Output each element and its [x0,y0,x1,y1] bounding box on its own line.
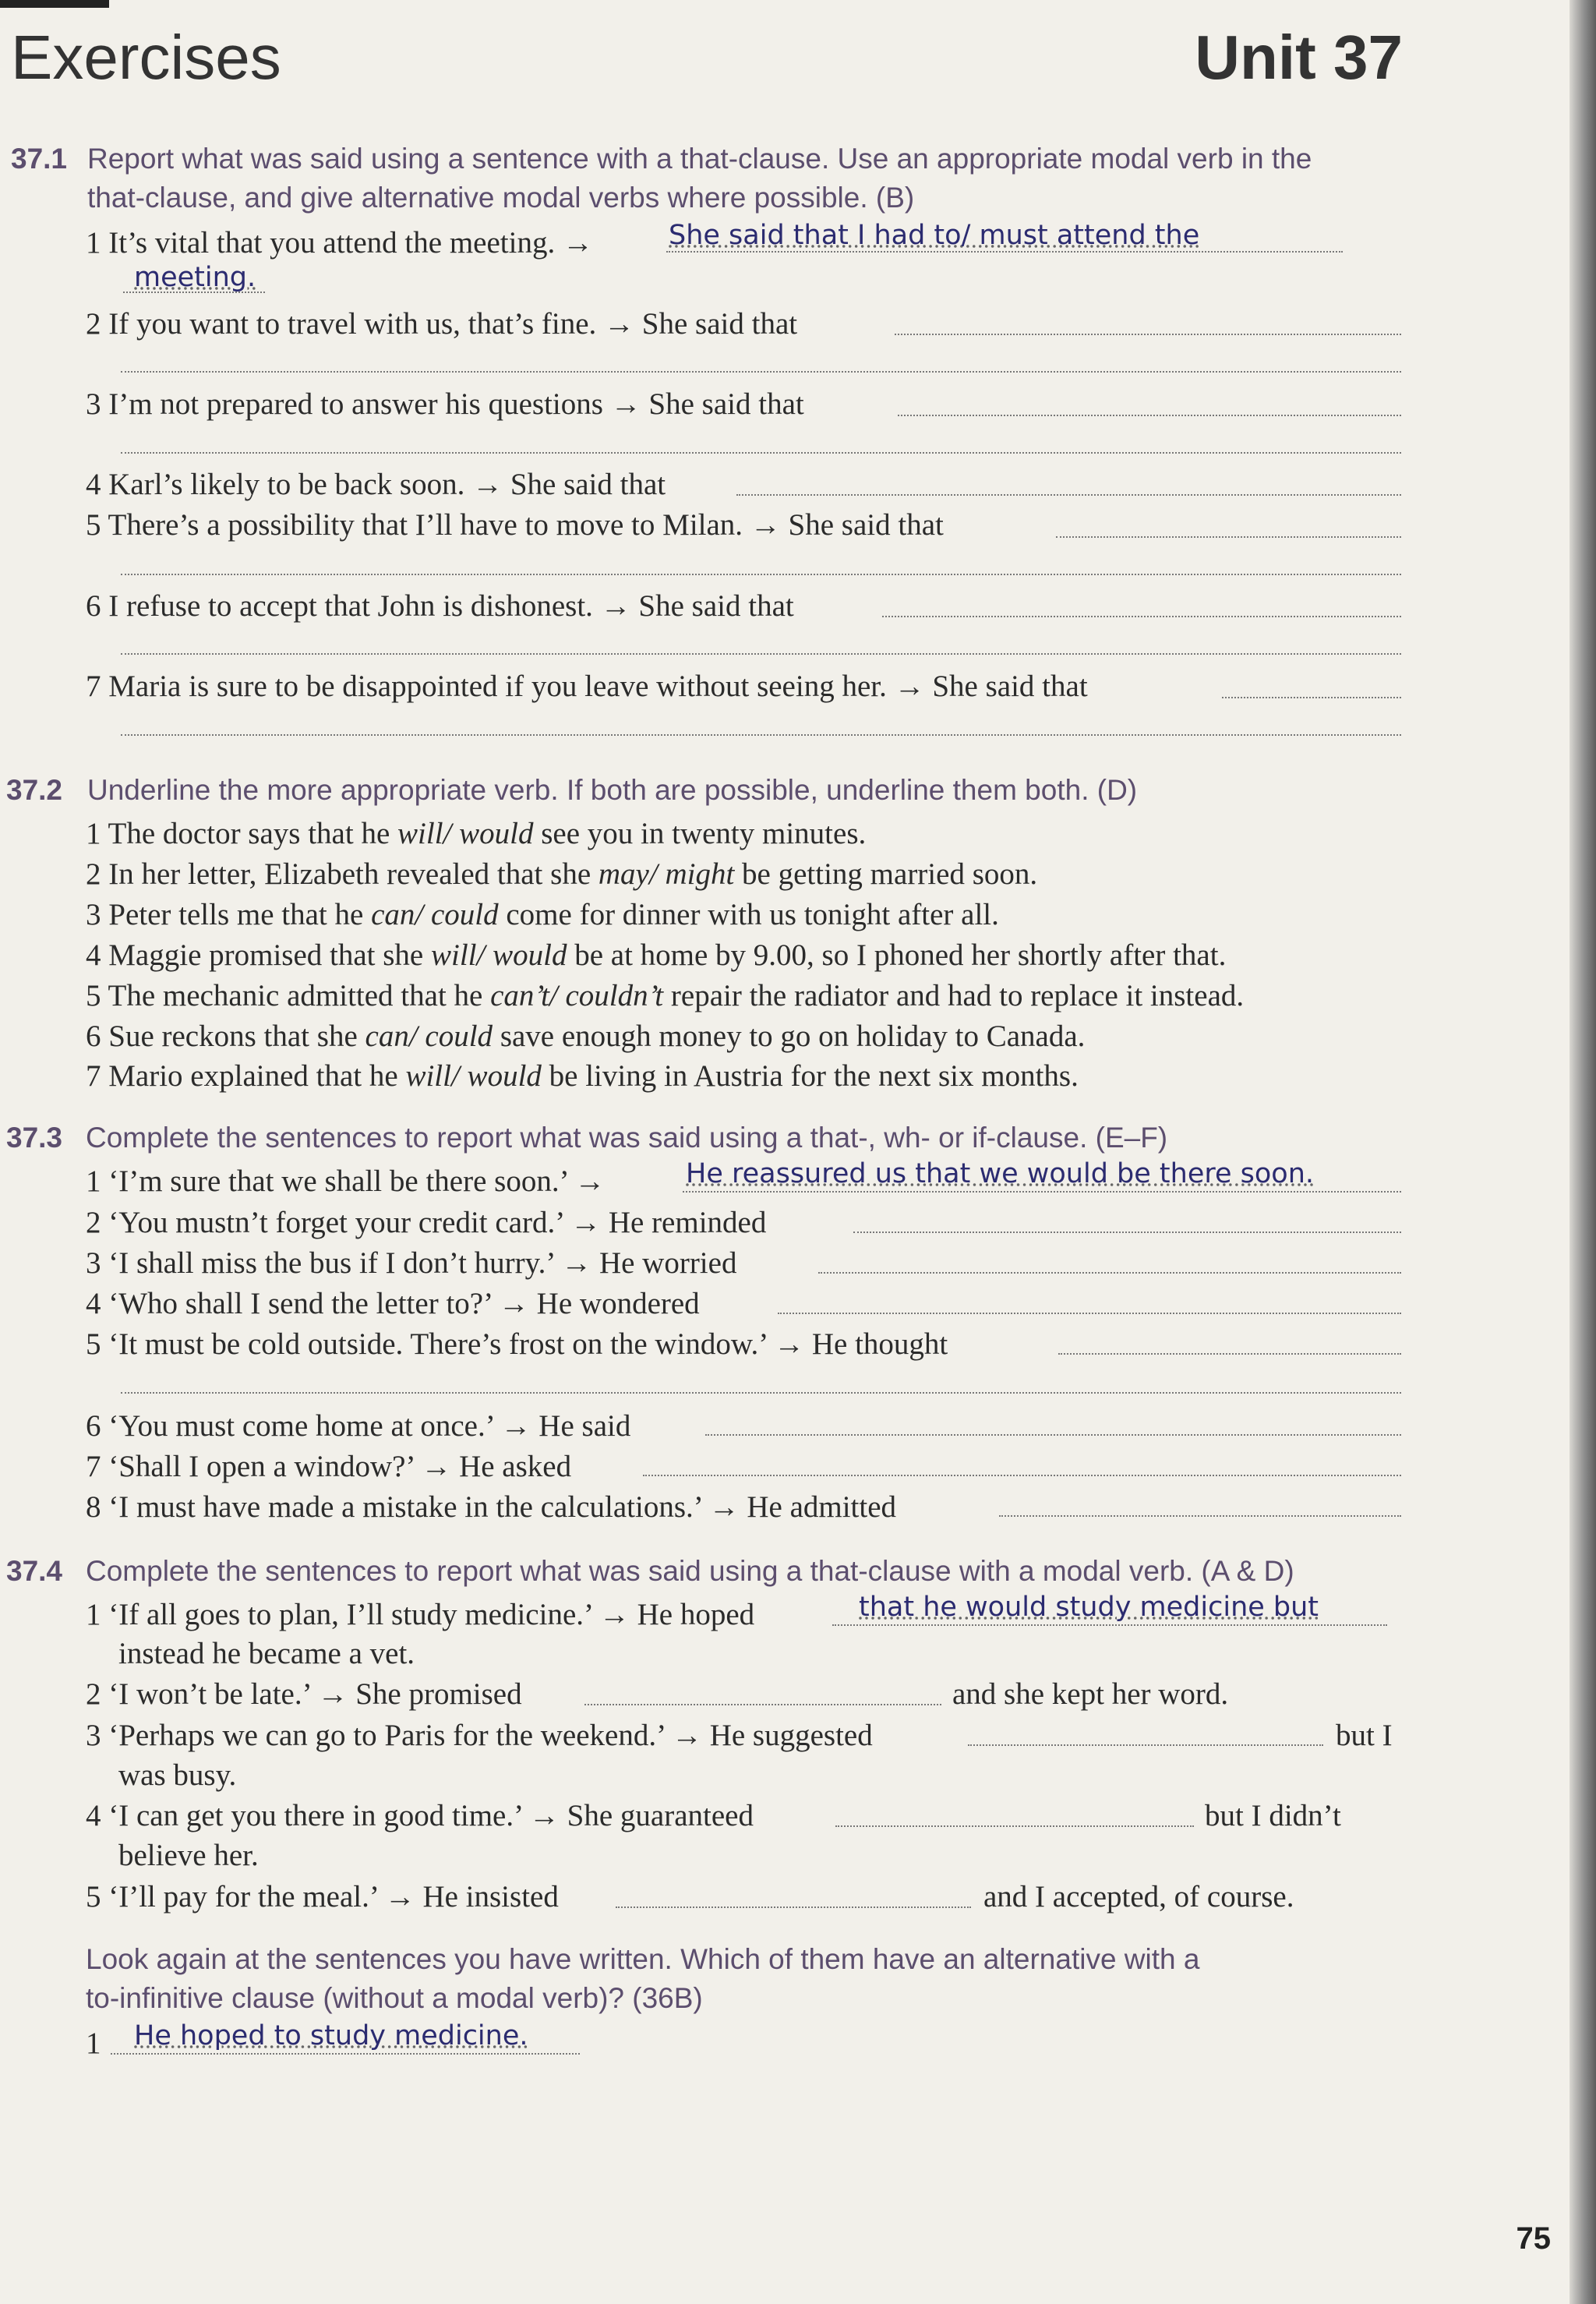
exercise-item: 3 ‘Perhaps we can go to Paris for the weekend.’ → He suggested [86,1719,873,1752]
exercise-item: 1 ‘I’m sure that we shall be there soon.’ → [86,1164,606,1198]
exercise-number: 37.3 [6,1122,63,1154]
answer-line [1222,697,1401,698]
exercise-item: 1 The doctor says that he will/ would see you in twenty minutes. [86,817,867,850]
page-number: 75 [1516,2221,1551,2256]
exercise-item: 2 In her letter, Elizabeth revealed that she may/ might be getting married soon. [86,857,1038,891]
answer-line [616,1906,971,1908]
exercise-item: 4 Karl’s likely to be back soon. → She said that [86,468,666,501]
exercise-item: 4 Maggie promised that she will/ would be at home by 9.00, so I phoned her shortly after that. [86,938,1227,972]
exercise-item: 1 It’s vital that you attend the meeting. → [86,226,593,260]
exercise-number: 37.4 [6,1555,63,1587]
exercise-item-continued: was busy. [118,1758,237,1792]
exercise-item: 4 ‘Who shall I send the letter to?’ → He wondered [86,1287,700,1320]
exercise-item: 8 ‘I must have made a mistake in the calculations.’ → He admitted [86,1490,897,1524]
answer-line [778,1313,1401,1314]
followup-item-number: 1 [86,2027,101,2060]
exercise-item: 5 ‘It must be cold outside. There’s frost on the window.’ → He thought [86,1327,948,1361]
exercise-item-tail: and I accepted, of course. [983,1880,1294,1914]
answer-line [123,292,265,293]
page-title: Exercises [11,23,281,92]
exercise-item: 4 ‘I can get you there in good time.’ → She guaranteed [86,1799,754,1832]
handwritten-answer: She said that I had to/ must attend the [669,220,1200,251]
exercise-instruction: that-clause, and give alternative modal verbs where possible. (B) [87,182,915,214]
handwritten-answer: He hoped to study medicine. [134,2020,528,2051]
answer-line [121,574,1401,575]
exercise-item: 6 Sue reckons that she can/ could save enough money to go on holiday to Canada. [86,1019,1086,1053]
answer-line [736,494,1401,496]
exercise-item: 7 Maria is sure to be disappointed if you leave without seeing her. → She said that [86,670,1088,703]
exercise-item: 3 ‘I shall miss the bus if I don’t hurry.’ → He worried [86,1246,737,1280]
exercise-item: 3 I’m not prepared to answer his questions → She said that [86,387,804,421]
exercise-item-continued: believe her. [118,1839,259,1872]
answer-line [643,1475,1401,1476]
exercise-item: 5 ‘I’ll pay for the meal.’ → He insisted [86,1880,559,1914]
answer-line [968,1744,1323,1746]
exercise-item: 7 ‘Shall I open a window?’ → He asked [86,1450,572,1483]
answer-line [666,251,1343,253]
answer-line [121,653,1401,655]
handwritten-answer: meeting. [134,262,256,293]
exercise-item: 2 ‘I won’t be late.’ → She promised [86,1677,522,1711]
answer-line [111,2053,580,2055]
exercise-item-continued: instead he became a vet. [118,1637,415,1670]
exercise-item: 2 ‘You mustn’t forget your credit card.’ → He reminded [86,1206,767,1239]
exercise-instruction: Underline the more appropriate verb. If both are possible, underline them both. (D) [87,774,1138,806]
answer-line [584,1704,941,1705]
answer-line [121,371,1401,373]
answer-line [705,1434,1401,1436]
unit-title: Unit 37 [1195,23,1403,92]
answer-line [895,334,1401,335]
handwritten-answer: He reassured us that we would be there soon. [686,1158,1315,1189]
book-spine-shadow [1570,0,1596,2304]
answer-line [882,616,1401,617]
answer-line [818,1272,1401,1274]
exercise-item: 1 ‘If all goes to plan, I’ll study medicine.’ → He hoped [86,1598,755,1631]
page-top-edge [0,0,109,8]
answer-line [121,1392,1401,1394]
exercise-item: 5 The mechanic admitted that he can’t/ couldn’t repair the radiator and had to replace it instead. [86,979,1245,1012]
answer-line [999,1515,1401,1517]
exercise-item: 5 There’s a possibility that I’ll have to move to Milan. → She said that [86,508,944,542]
exercise-item-tail: but I [1336,1719,1393,1752]
answer-line [1056,536,1401,538]
answer-line [832,1624,1387,1626]
exercise-instruction: Complete the sentences to report what was said using a that-clause with a modal verb. (A & D) [86,1555,1294,1587]
exercise-instruction: Complete the sentences to report what was said using a that-, wh- or if-clause. (E–F) [86,1122,1168,1154]
exercise-item: 6 I refuse to accept that John is dishonest. → She said that [86,589,794,623]
followup-instruction: Look again at the sentences you have written. Which of them have an alternative with a [86,1943,1200,1975]
exercise-instruction: Report what was said using a sentence with a that-clause. Use an appropriate modal verb in the [87,143,1312,175]
answer-line [121,452,1401,454]
followup-instruction: to-infinitive clause (without a modal verb)? (36B) [86,1982,703,2014]
exercise-item: 3 Peter tells me that he can/ could come for dinner with us tonight after all. [86,898,999,931]
exercise-item: 7 Mario explained that he will/ would be living in Austria for the next six months. [86,1059,1079,1093]
answer-line [121,734,1401,736]
handwritten-answer: that he would study medicine but [859,1592,1319,1623]
exercise-item: 6 ‘You must come home at once.’ → He said [86,1409,631,1443]
exercise-item-tail: but I didn’t [1205,1799,1341,1832]
exercise-number: 37.2 [6,774,63,806]
exercise-item: 2 If you want to travel with us, that’s fine. → She said that [86,307,798,341]
exercise-item-tail: and she kept her word. [952,1677,1229,1711]
answer-line [683,1191,1401,1193]
answer-line [835,1825,1194,1827]
answer-line [1058,1353,1401,1355]
answer-line [898,415,1401,416]
exercise-number: 37.1 [11,143,68,175]
answer-line [853,1232,1401,1233]
